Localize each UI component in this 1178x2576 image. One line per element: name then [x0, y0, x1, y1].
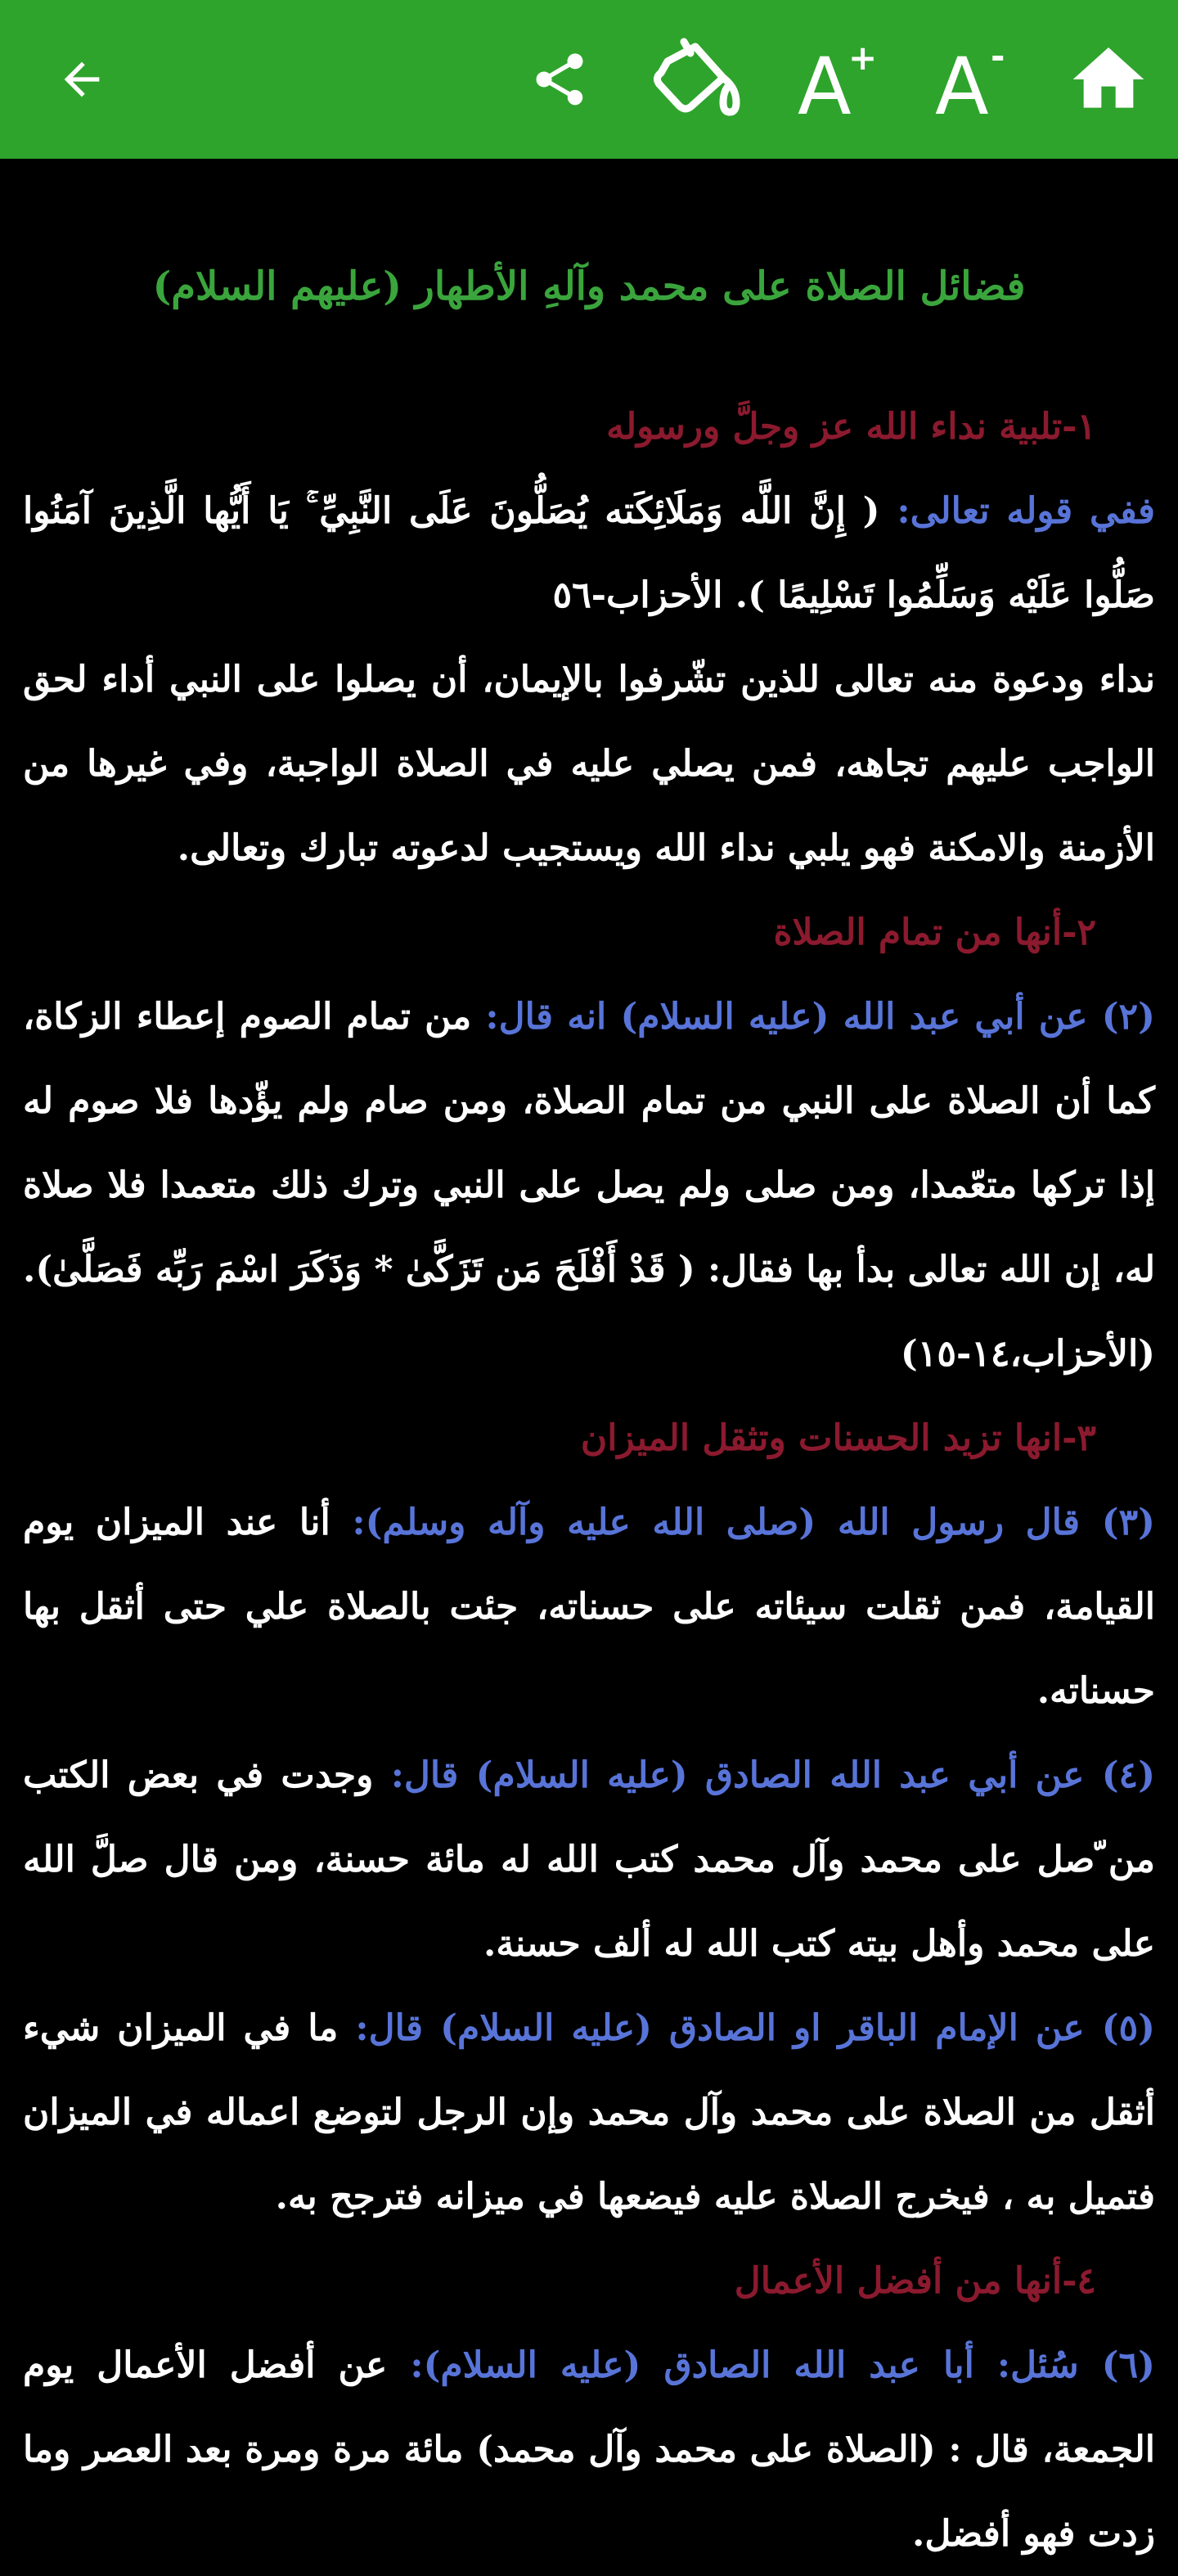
- paragraph: [23, 1986, 1155, 2239]
- section-heading: ٣-انها تزيد الحسنات وتثقل الميزان: [580, 1417, 1096, 1459]
- font-decrease-sign: -: [991, 37, 1005, 76]
- article-title: فضائل الصلاة على محمد وآلهِ الأطهار (عليهم السلام): [152, 263, 1026, 309]
- font-increase-sign: +: [848, 38, 878, 78]
- paragraph: [23, 975, 1155, 1396]
- paragraph-source: (٦) سُئل: أبا عبد الله الصادق (عليه السلام):: [410, 2344, 1155, 2386]
- paragraph-text: ( إِنَّ اللَّه وَمَلَائِكَته يُصَلُّونَ عَلَى النَّبِيِّ ۚ يَا أَيُّها الَّذِينَ آمَنُوا صَلُّوا عَلَيْه وَسَلِّمُوا تَسْلِيمًا ). الأحزاب-٥٦: [23, 490, 1155, 616]
- paragraph: [23, 1480, 1155, 1733]
- share-button[interactable]: [517, 0, 602, 159]
- paragraph-text: أنا عند الميزان يوم القيامة، فمن ثقلت سيئاته على حسناته، جئت بالصلاة علي حتى أثقل بها حسناته.: [23, 1502, 1155, 1712]
- paragraph-source: (٢) عن أبي عبد الله (عليه السلام) انه قال:: [485, 996, 1155, 1038]
- paragraph-source: (٤) عن أبي عبد الله الصادق (عليه السلام) قال:: [390, 1754, 1156, 1796]
- section-heading: ٤-أنها من أفضل الأعمال: [734, 2260, 1096, 2302]
- paragraph: [23, 469, 1155, 637]
- font-decrease-icon: [930, 37, 1015, 122]
- font-decrease-label: A: [935, 41, 989, 122]
- home-icon: [1066, 37, 1151, 122]
- font-increase-icon: [793, 37, 878, 122]
- font-increase-label: A: [798, 41, 852, 122]
- app-bar: [0, 0, 1178, 159]
- paragraph-source: ففي قوله تعالى:: [897, 490, 1156, 532]
- font-increase-button[interactable]: [790, 0, 880, 159]
- back-button[interactable]: [43, 0, 121, 159]
- paragraph-source: (٣) قال رسول الله (صلى الله عليه وآله وسلم):: [352, 1502, 1155, 1543]
- paragraph-text: من تمام الصوم إعطاء الزكاة، كما أن الصلاة على النبي من تمام الصلاة، ومن صام ولم يؤّدها فلا صوم له إذا تركها متعّمدا، ومن صلى ولم يصل على النبي وترك ذلك متعمدا فلا صلاة له، إن الله تعالى بدأ بها فقال: ( قَدْ أَفْلَحَ مَن تَزَكَّىٰ * وَذَكَرَ اسْمَ رَبِّه فَصَلَّىٰ). (الأحزاب،١٤-١٥): [23, 996, 1156, 1375]
- paragraph: [23, 1733, 1155, 1986]
- paragraph: [23, 2323, 1155, 2576]
- font-decrease-button[interactable]: [928, 0, 1018, 159]
- paragraph-source: (٥) عن الإمام الباقر او الصادق (عليه السلام) قال:: [355, 2007, 1155, 2049]
- article-content: [23, 245, 1155, 2576]
- theme-button[interactable]: [646, 0, 753, 159]
- share-icon: [528, 48, 591, 110]
- paragraph-text: ما في الميزان شيء أثقل من الصلاة على محمد وآل محمد وإن الرجل لتوضع اعماله في الميزان فتميل به ، فيخرج الصلاة عليه فيضعها في ميزانه فترجح به.: [23, 2007, 1155, 2218]
- paragraph-text: عن أفضل الأعمال يوم الجمعة، قال : (الصلاة على محمد وآل محمد) مائة مرة ومرة بعد العصر وما زدت فهو أفضل.: [23, 2344, 1155, 2555]
- paragraph-text: نداء ودعوة منه تعالى للذين تشّرفوا بالإيمان، أن يصلوا على النبي أداء لحق الواجب عليهم تجاهه، فمن يصلي عليه في الصلاة الواجبة، وفي غيرها من الأزمنة والامكنة فهو يلبي نداء الله ويستجيب لدعوته تبارك وتعالى.: [23, 659, 1155, 869]
- section-heading: ٢-أنها من تمام الصلاة: [773, 912, 1096, 953]
- section-heading: ١-تلبية نداء الله عز وجلَّ ورسوله: [606, 406, 1096, 448]
- arrow-left-icon: [56, 53, 108, 106]
- paragraph-text: وجدت في بعض الكتب من ّصل على محمد وآل محمد كتب الله له مائة حسنة، ومن قال صلَّ الله على محمد وأهل بيته كتب الله له ألف حسنة.: [23, 1754, 1155, 1965]
- paint-bucket-icon: [651, 37, 748, 122]
- home-button[interactable]: [1063, 0, 1153, 159]
- paragraph: [23, 637, 1155, 890]
